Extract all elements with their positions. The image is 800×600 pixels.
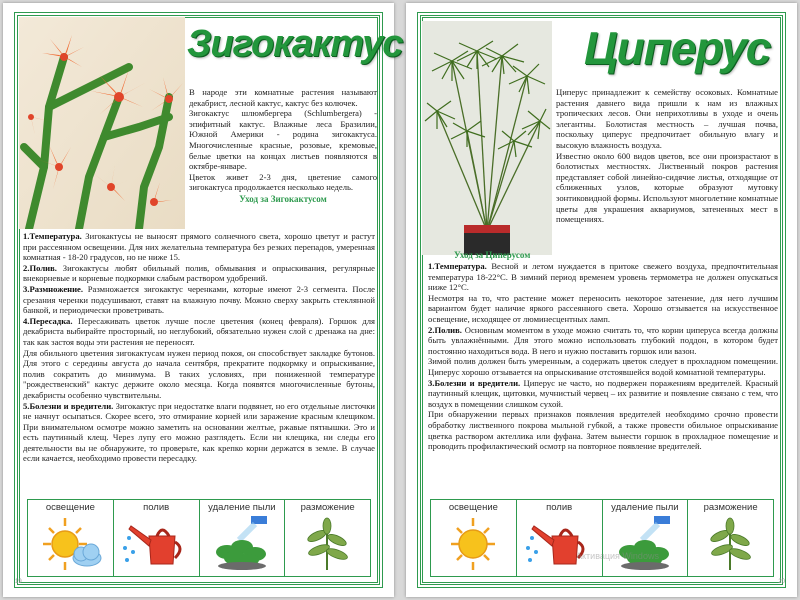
icon-cell-propagation — [285, 500, 370, 576]
care-item-text: Зигокактусы любят обильный полив, обмывания и опрыскивания, регулярные внекорневые и корневые подкормки слабым раствором удобрений. — [23, 262, 375, 284]
care-item-heading: 2.Полив. — [428, 324, 462, 335]
care-item-text: Основным моментом в уходе можно считать то, что корни циперуса всегда должны быть увлажнёнными. Для этого можно использовать глубокий поддон, в котором будет постоянно находиться вода. В него и нужно поставить горшок или вазон. — [428, 324, 778, 356]
sun-icon — [438, 514, 508, 572]
watering-can-icon — [121, 514, 191, 572]
care-heading: Уход за Циперусом — [454, 250, 531, 260]
icon-label: удаление пыли — [208, 502, 276, 513]
care-item — [23, 231, 375, 263]
watermark: Активация Windows — [576, 551, 659, 561]
spray-plant-icon — [207, 514, 277, 572]
care-item-heading: 3.Болезни и вредители. — [428, 377, 521, 388]
page-number: 19 — [15, 579, 22, 585]
care-item-heading: 5.Болезни и вредители. — [23, 400, 114, 411]
icon-cell-propagation — [688, 500, 773, 576]
care-item — [23, 316, 375, 348]
care-item — [428, 293, 778, 325]
icon-label: разможение — [703, 502, 758, 513]
icon-label: удаление пыли — [611, 502, 679, 513]
icon-label: полив — [143, 502, 170, 513]
intro-paragraph: Известно около 600 видов цветов, все они произрастают в болотистых местностях. Лиственный покров растения представляет собой линейно-сидячие листья, отходящие от сближенных узлов, которые образуют мутовку зонтиковидной формы. Используют многолетние комнатные цветы для украшения аквариумов, затененных мест в помещениях. — [556, 150, 778, 225]
page-title: Циперус — [584, 22, 771, 74]
page-title: Зигокактус — [187, 23, 403, 65]
icon-label: полив — [546, 502, 573, 513]
intro-paragraph: Цветок живет 2-3 дня, цветение самого зигокактуса продолжается несколько недель. — [189, 171, 377, 193]
page-cyperus — [406, 3, 797, 597]
care-item — [23, 348, 375, 401]
care-item-heading: 2.Полив. — [23, 262, 57, 273]
care-item-heading: 3.Размножение. — [23, 283, 84, 294]
icon-label: разможение — [300, 502, 355, 513]
icon-label: освещение — [448, 502, 498, 513]
sprout-icon — [293, 514, 363, 572]
care-item-heading: 4.Пересадка. — [23, 315, 73, 326]
spray-plant-icon — [610, 514, 680, 572]
intro-text — [556, 87, 778, 225]
icon-cell-lighting — [431, 500, 517, 576]
zygocactus-photo — [19, 17, 185, 229]
care-item — [428, 325, 778, 357]
care-item — [428, 378, 778, 410]
care-text — [428, 261, 778, 452]
care-item-text: Несмотря на то, что растение может переносить некоторое затенение, для него лучшим вариантом будет наличие яркого рассеянного света. Хорошо отзывается на искусственное освещение, исходящее от люминесцентных ламп. — [428, 292, 778, 324]
care-item-text: Зигокактусы не выносят прямого солнечного света, хорошо цветут и растут при рассеянном освещении. Для них желательна температура без резких перепадов, умеренная комнатная - 18-20 градусов, но не ниже 15. — [23, 231, 375, 263]
care-item — [23, 284, 375, 316]
page-number: 20 — [778, 579, 785, 585]
watering-can-icon — [524, 514, 594, 572]
cyperus-photo — [422, 21, 552, 255]
intro-paragraph: В народе эти комнатные растения называют декабрист, лесной кактус, кактус без колючек. — [189, 87, 377, 108]
care-item-text: Весной и летом нуждается в притоке свежего воздуха, предпочтительная температура 18-22°С. В зимний период временем уровень термометра не должен опускаться ниже 12°С. — [428, 261, 778, 293]
icon-cell-dust — [200, 500, 286, 576]
icon-cell-watering — [114, 500, 200, 576]
care-item-heading: 1.Температура. — [428, 261, 487, 271]
care-item — [428, 356, 778, 377]
care-item-text: Размножается зигокактус черенками, которые имеют 2-3 сегмента. После срезания черенки подсушивают, ставят на влажную почву. Можно сверху закрыть стеклянной банкой, и периодически проветривать. — [23, 283, 375, 316]
care-item-text: При обнаружении первых признаков появления вредителей необходимо срочно провести обработку лиственного покрова мыльной губкой, а также провести обильное опрыскивание цветка раствором актеллика или фуфана. Затем вынести горшок в прохладное помещение и проводить профилактический осмотр на повторное появление вредителей. — [428, 409, 778, 452]
care-item-text: Пересаживать цветок лучше после цветения (конец февраля). Горшок для декабриста выбирайте просторный, но неглубокий, обязательно нужен слой с дренажа на дне: так как застоя воды эти растения не переносят. — [23, 315, 375, 347]
care-item — [23, 401, 375, 465]
care-item — [23, 263, 375, 284]
care-icons-strip — [430, 499, 774, 577]
icon-cell-lighting — [28, 500, 114, 576]
intro-text — [189, 87, 377, 205]
care-heading: Уход за Зигокактусом — [239, 193, 327, 204]
care-item-heading: 1.Температура. — [23, 231, 82, 241]
care-item-text: Зигокактус при недостатке влаги подвянет, но его отдельные листочки не начнут осыпаться. Скорее всего, это отмирание корней или заражение красным клещиком. При внимательном осмотре можно заметить на основании желтые, ржавые пятнышки. Это и есть паутинный клещ. Через лупу его можно разглядеть. Если ни клещика, ни следы его деятельности вы не обнаружите, то проверьте, как крепко корни держатся в земле. В случае если качается, необходимо провести пересадку. — [23, 400, 375, 464]
care-icons-strip — [27, 499, 371, 577]
sprout-icon — [696, 514, 766, 572]
intro-paragraph: Зигокактус шлюмбергера (Schlumbergera) - эпифитный кактус. Влажные леса Бразилии, Южной Америки - родина зигокактуса. Многочисленные красные, розовые, кремовые, белые цветки на концах листьев появляются в октябре-январе. — [189, 108, 377, 172]
icon-cell-dust — [603, 500, 689, 576]
sun-cloud-icon — [35, 514, 105, 572]
icon-cell-watering — [517, 500, 603, 576]
care-item-text: Для обильного цветения зигокактусам нужен период покоя, он способствует закладке бутонов. Для этого с середины августа до начала сентября, прекратите подкормку и опрыскивание, полив сократить до минимума. В таких условиях, при пониженной температуре "рождественский" кактус держите около месяца. Когда появятся многочисленные бутоны, декабристы особенно чувствительны. — [23, 347, 375, 400]
care-item-text: Зимой полив должен быть умеренным, а содержать цветок следует в прохладном помещении. Циперус хорошо отзывается на опрыскивание отстоявшейся водой комнатной температуры. — [428, 356, 778, 377]
care-item — [428, 261, 778, 293]
intro-paragraph: Циперус принадлежит к семейству осоковых. Комнатные растения давнего вида пришли к нам из влажных тропических лесов. Они неприхотливы в уходе и очень элегантны. Болотистая местность – лучшая почва, поскольку циперус предпочитает обильную влагу и высокую влажность воздуха. — [556, 87, 778, 150]
care-text — [23, 231, 375, 464]
icon-label: освещение — [45, 502, 95, 513]
page-zygocactus — [3, 3, 403, 597]
care-item-text: Циперус не часто, но подвержен поражениям вредителей. Красный паутинный клещик, щитовки, мучнистый червец – их развитие и появление связано с тем, что воздух в помещении слишком сухой. — [428, 377, 778, 409]
care-item — [428, 409, 778, 451]
